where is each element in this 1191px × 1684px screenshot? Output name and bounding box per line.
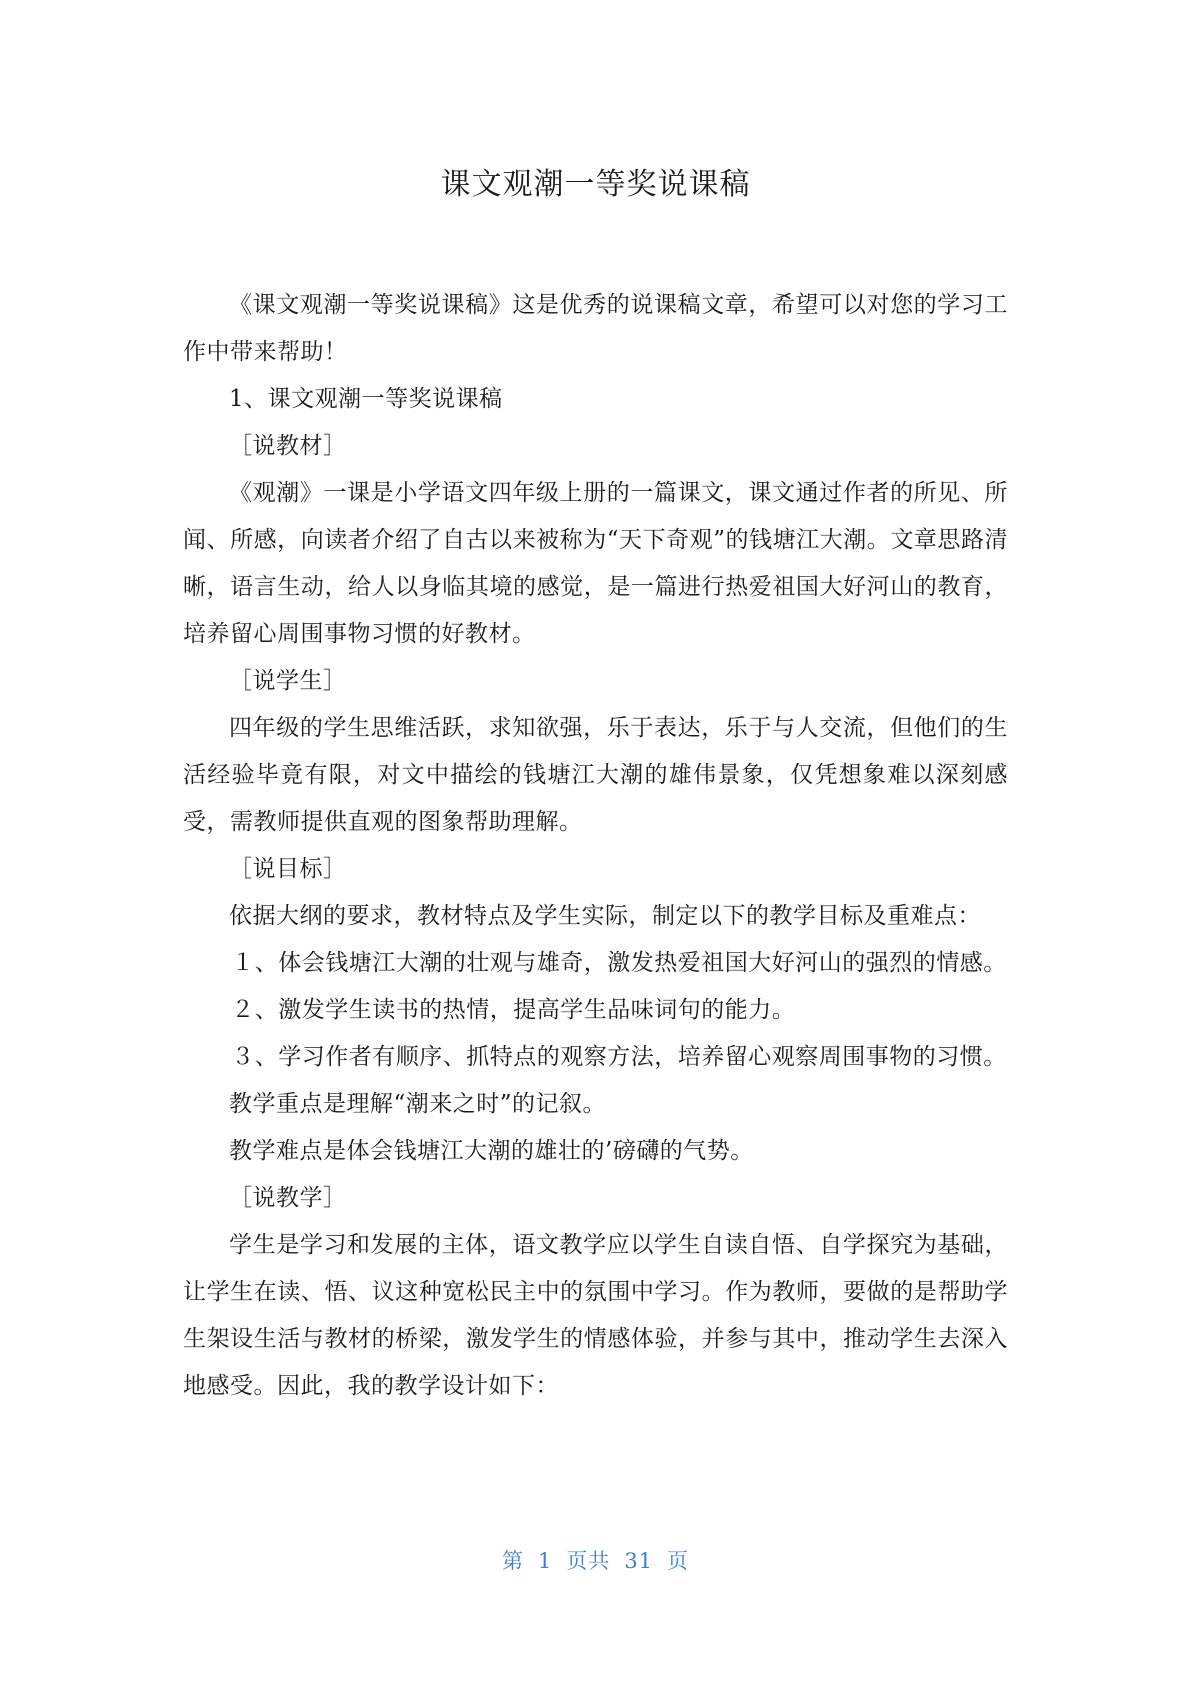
subheading-goals: ［说目标］ <box>229 856 347 882</box>
document-body <box>183 282 1008 1410</box>
textbook-paragraph: 《观潮》一课是小学语文四年级上册的一篇课文，课文通过作者的所见、所闻、所感，向读者介绍了自古以来被称为“天下奇观”的钱塘江大潮。文章思路清晰，语言生动，给人以身临其境的感觉，是一篇进行热爱祖国大好河山的教育，培养留心周围事物习惯的好教材。 <box>183 480 1008 647</box>
footer-page-number: 1 <box>537 1549 553 1573</box>
footer-middle: 页共 <box>566 1549 611 1573</box>
document-title: 课文观潮一等奖说课稿 <box>440 167 751 202</box>
subheading-students: ［说学生］ <box>229 668 347 694</box>
intro-paragraph: 《课文观潮一等奖说课稿》这是优秀的说课稿文章，希望可以对您的学习工作中带来帮助！ <box>183 292 1008 365</box>
footer-prefix: 第 <box>501 1549 524 1573</box>
difficult-point: 教学难点是体会钱塘江大潮的雄壮的’磅礴的气势。 <box>229 1138 754 1164</box>
footer-suffix: 页 <box>667 1549 690 1573</box>
teaching-paragraph: 学生是学习和发展的主体，语文教学应以学生自读自悟、自学探究为基础，让学生在读、悟、议这种宽松民主中的氛围中学习。作为教师，要做的是帮助学生架设生活与教材的桥梁，激发学生的情感体验，并参与其中，推动学生去深入地感受。因此，我的教学设计如下： <box>183 1232 1008 1399</box>
students-paragraph: 四年级的学生思维活跃，求知欲强，乐于表达，乐于与人交流，但他们的生活经验毕竟有限，对文中描绘的钱塘江大潮的雄伟景象，仅凭想象难以深刻感受，需教师提供直观的图象帮助理解。 <box>183 715 1008 835</box>
subheading-teaching: ［说教学］ <box>229 1185 347 1211</box>
key-point: 教学重点是理解“潮来之时”的记叙。 <box>229 1091 607 1117</box>
subheading-textbook: ［说教材］ <box>229 433 347 459</box>
footer-total-pages: 31 <box>624 1549 654 1573</box>
goal-item: ２、激发学生读书的热情，提高学生品味词句的能力。 <box>231 997 796 1023</box>
goal-item: ３、学习作者有顺序、抓特点的观察方法，培养留心观察周围事物的习惯。 <box>231 1044 1007 1070</box>
page-footer <box>0 1546 1191 1576</box>
goal-item: １、体会钱塘江大潮的壮观与雄奇，激发热爱祖国大好河山的强烈的情感。 <box>231 950 1007 976</box>
goals-intro: 依据大纲的要求，教材特点及学生实际，制定以下的教学目标及重难点： <box>229 903 981 929</box>
section-heading: 1、课文观潮一等奖说课稿 <box>229 386 503 412</box>
